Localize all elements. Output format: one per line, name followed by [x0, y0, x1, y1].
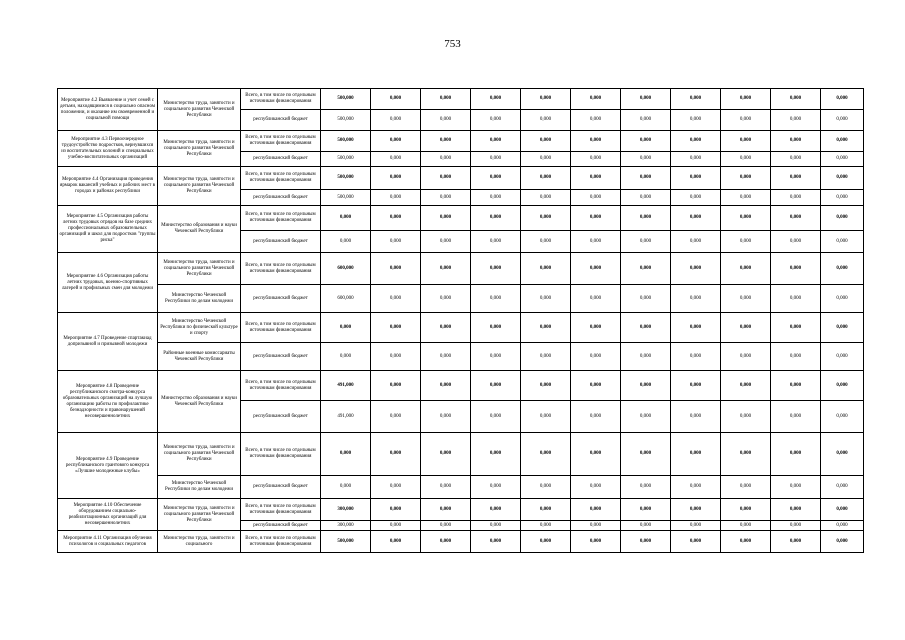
table-row-total: [58, 89, 864, 110]
value-cell: 0,000: [421, 206, 471, 231]
value-cell: 0,000: [471, 521, 521, 531]
value-cell: 0,000: [771, 152, 821, 167]
value-cell: 0,000: [421, 131, 471, 152]
value-cell: 0,000: [471, 110, 521, 131]
value-cell: 0,000: [521, 476, 571, 499]
value-cell: 0,000: [821, 521, 864, 531]
table-row-budget: [58, 285, 864, 313]
value-cell: 0,000: [321, 433, 371, 476]
value-cell: 0,000: [721, 89, 771, 110]
value-cell: 0,000: [721, 521, 771, 531]
value-cell: 0,000: [471, 531, 521, 553]
value-cell: 0,000: [771, 253, 821, 285]
funding-source: республиканский бюджет: [241, 521, 321, 531]
value-cell: 0,000: [771, 499, 821, 521]
funding-source: Всего, в том числе по отдельным источникам финансирования: [241, 167, 321, 190]
value-cell: 0,000: [421, 313, 471, 343]
executor-name: Районные военные комиссариаты Чеченской Республики: [158, 343, 241, 371]
value-cell: 0,000: [421, 231, 471, 253]
value-cell: 0,000: [471, 433, 521, 476]
funding-source: Всего, в том числе по отдельным источникам финансирования: [241, 253, 321, 285]
value-cell: 0,000: [571, 89, 621, 110]
value-cell: 0,000: [521, 531, 571, 553]
value-cell: 0,000: [471, 343, 521, 371]
value-cell: 0,000: [571, 531, 621, 553]
executor-name: Министерство труда, занятости и социального развития Чеченской Республики: [158, 131, 241, 167]
table-row-total: [58, 433, 864, 476]
executor-name: Министерство труда, занятости и социального развития Чеченской Республики: [158, 167, 241, 206]
value-cell: 0,000: [771, 131, 821, 152]
executor-name: Министерство труда, занятости и социального: [158, 531, 241, 553]
value-cell: 0,000: [521, 343, 571, 371]
funding-source: Всего, в том числе по отдельным источникам финансирования: [241, 89, 321, 110]
value-cell: 0,000: [471, 313, 521, 343]
activity-name: Мероприятие 4.4 Организация проведения ярмарок вакансий учебных и рабочих мест в городах и районах республики: [58, 167, 158, 206]
value-cell: 0,000: [521, 499, 571, 521]
value-cell: 600,000: [321, 285, 371, 313]
value-cell: 0,000: [521, 89, 571, 110]
value-cell: 0,000: [821, 499, 864, 521]
value-cell: 0,000: [671, 476, 721, 499]
value-cell: 0,000: [371, 313, 421, 343]
value-cell: 0,000: [771, 521, 821, 531]
value-cell: 0,000: [671, 285, 721, 313]
value-cell: 0,000: [621, 401, 671, 433]
value-cell: 0,000: [621, 371, 671, 401]
value-cell: 0,000: [621, 131, 671, 152]
value-cell: 0,000: [771, 190, 821, 206]
value-cell: 0,000: [771, 231, 821, 253]
value-cell: 500,000: [321, 89, 371, 110]
value-cell: 0,000: [471, 253, 521, 285]
value-cell: 0,000: [371, 521, 421, 531]
executor-name: Министерство Чеченской Республики по физической культуре и спорту: [158, 313, 241, 343]
funding-source: республиканский бюджет: [241, 285, 321, 313]
value-cell: 0,000: [821, 206, 864, 231]
value-cell: 0,000: [571, 313, 621, 343]
value-cell: 0,000: [821, 152, 864, 167]
value-cell: 500,000: [321, 152, 371, 167]
value-cell: 0,000: [821, 371, 864, 401]
value-cell: 0,000: [521, 433, 571, 476]
value-cell: 0,000: [671, 531, 721, 553]
funding-source: Всего, в том числе по отдельным источникам финансирования: [241, 499, 321, 521]
table-row-total: [58, 206, 864, 231]
activity-name: Мероприятие 4.7 Проведение спартакиад допризывной и призывной молодежи: [58, 313, 158, 371]
activity-name: Мероприятие 4.6 Организация работы летних трудовых, военно-спортивных лагерей и профильных смен для молодежи: [58, 253, 158, 313]
table-row-total: [58, 131, 864, 152]
value-cell: 0,000: [621, 110, 671, 131]
table-row-budget: [58, 343, 864, 371]
value-cell: 0,000: [721, 433, 771, 476]
value-cell: 0,000: [621, 167, 671, 190]
value-cell: 0,000: [671, 110, 721, 131]
funding-source: республиканский бюджет: [241, 401, 321, 433]
value-cell: 0,000: [821, 401, 864, 433]
value-cell: 0,000: [421, 371, 471, 401]
value-cell: 0,000: [421, 89, 471, 110]
value-cell: 0,000: [521, 167, 571, 190]
value-cell: 0,000: [371, 206, 421, 231]
value-cell: 0,000: [721, 231, 771, 253]
value-cell: 0,000: [471, 206, 521, 231]
value-cell: 0,000: [771, 476, 821, 499]
value-cell: 0,000: [521, 131, 571, 152]
value-cell: 0,000: [671, 371, 721, 401]
executor-name: Министерство Чеченской Республики по делам молодежи: [158, 285, 241, 313]
value-cell: 0,000: [571, 110, 621, 131]
value-cell: 0,000: [671, 89, 721, 110]
value-cell: 0,000: [821, 343, 864, 371]
value-cell: 0,000: [521, 206, 571, 231]
value-cell: 0,000: [671, 167, 721, 190]
table-row-total: [58, 253, 864, 285]
value-cell: 0,000: [671, 433, 721, 476]
table-row-total: [58, 531, 864, 553]
value-cell: 0,000: [821, 313, 864, 343]
executor-name: Министерство образования и науки Чеченской Республики: [158, 206, 241, 253]
funding-source: Всего, в том числе по отдельным источникам финансирования: [241, 531, 321, 553]
value-cell: 0,000: [721, 152, 771, 167]
value-cell: 600,000: [321, 253, 371, 285]
value-cell: 0,000: [371, 231, 421, 253]
executor-name: Министерство труда, занятости и социального развития Чеченской Республики: [158, 433, 241, 476]
value-cell: 0,000: [721, 253, 771, 285]
funding-source: Всего, в том числе по отдельным источникам финансирования: [241, 131, 321, 152]
value-cell: 0,000: [571, 167, 621, 190]
value-cell: 0,000: [721, 131, 771, 152]
value-cell: 300,000: [321, 521, 371, 531]
value-cell: 0,000: [321, 206, 371, 231]
value-cell: 0,000: [571, 190, 621, 206]
value-cell: 0,000: [771, 343, 821, 371]
value-cell: 0,000: [371, 433, 421, 476]
value-cell: 0,000: [621, 285, 671, 313]
value-cell: 0,000: [721, 531, 771, 553]
activity-name: Мероприятие 4.3 Первоочередное трудоустройство подростков, вернувшихся из воспитательных колоний и специальных учебно-воспитательных организаций: [58, 131, 158, 167]
value-cell: 0,000: [771, 313, 821, 343]
value-cell: 0,000: [821, 253, 864, 285]
value-cell: 0,000: [671, 343, 721, 371]
activity-name: Мероприятие 4.9 Проведение республиканского грантового конкурса «Лучшие молодежные клубы»: [58, 433, 158, 499]
value-cell: 500,000: [321, 531, 371, 553]
value-cell: 0,000: [421, 110, 471, 131]
value-cell: 0,000: [721, 167, 771, 190]
value-cell: 0,000: [771, 401, 821, 433]
value-cell: 0,000: [321, 343, 371, 371]
value-cell: 0,000: [371, 371, 421, 401]
table-row-total: [58, 313, 864, 343]
value-cell: 491,000: [321, 371, 371, 401]
value-cell: 0,000: [621, 89, 671, 110]
value-cell: 0,000: [721, 190, 771, 206]
value-cell: 0,000: [771, 433, 821, 476]
value-cell: 0,000: [371, 110, 421, 131]
value-cell: 0,000: [371, 89, 421, 110]
value-cell: 0,000: [771, 110, 821, 131]
value-cell: 0,000: [821, 433, 864, 476]
value-cell: 500,000: [321, 131, 371, 152]
value-cell: 500,000: [321, 167, 371, 190]
value-cell: 0,000: [621, 231, 671, 253]
value-cell: 0,000: [471, 190, 521, 206]
value-cell: 0,000: [521, 231, 571, 253]
value-cell: 0,000: [521, 152, 571, 167]
value-cell: 0,000: [571, 253, 621, 285]
value-cell: 0,000: [421, 343, 471, 371]
value-cell: 0,000: [571, 433, 621, 476]
funding-source: республиканский бюджет: [241, 152, 321, 167]
value-cell: 0,000: [371, 343, 421, 371]
value-cell: 0,000: [421, 433, 471, 476]
value-cell: 0,000: [471, 89, 521, 110]
value-cell: 0,000: [821, 131, 864, 152]
value-cell: 0,000: [571, 371, 621, 401]
value-cell: 0,000: [571, 521, 621, 531]
value-cell: 0,000: [821, 167, 864, 190]
value-cell: 0,000: [371, 285, 421, 313]
value-cell: 0,000: [521, 190, 571, 206]
value-cell: 0,000: [621, 343, 671, 371]
executor-name: Министерство образования и науки Чеченской Республики: [158, 371, 241, 433]
executor-name: Министерство труда, занятости и социального развития Чеченской Республики: [158, 89, 241, 131]
value-cell: 0,000: [521, 371, 571, 401]
value-cell: 0,000: [821, 110, 864, 131]
value-cell: 0,000: [521, 401, 571, 433]
value-cell: 0,000: [721, 371, 771, 401]
value-cell: 0,000: [771, 167, 821, 190]
value-cell: 0,000: [671, 206, 721, 231]
value-cell: 0,000: [621, 313, 671, 343]
value-cell: 0,000: [471, 152, 521, 167]
value-cell: 0,000: [671, 131, 721, 152]
value-cell: 0,000: [671, 401, 721, 433]
value-cell: 0,000: [371, 253, 421, 285]
value-cell: 0,000: [571, 343, 621, 371]
value-cell: 0,000: [721, 343, 771, 371]
value-cell: 0,000: [521, 253, 571, 285]
value-cell: 0,000: [821, 89, 864, 110]
value-cell: 0,000: [421, 167, 471, 190]
value-cell: 0,000: [471, 499, 521, 521]
value-cell: 0,000: [371, 152, 421, 167]
value-cell: 0,000: [571, 401, 621, 433]
value-cell: 500,000: [321, 190, 371, 206]
value-cell: 0,000: [521, 285, 571, 313]
value-cell: 0,000: [321, 231, 371, 253]
table-row-total: [58, 371, 864, 401]
funding-source: республиканский бюджет: [241, 476, 321, 499]
value-cell: 0,000: [621, 433, 671, 476]
value-cell: 0,000: [671, 313, 721, 343]
value-cell: 0,000: [571, 285, 621, 313]
budget-table: [57, 88, 864, 553]
value-cell: 0,000: [721, 206, 771, 231]
value-cell: 0,000: [771, 89, 821, 110]
activity-name: Мероприятие 4.8 Проведение республиканского смотра-конкурса образовательных организаций на лучшую организацию работы по профилактике безнадзорности и правонарушений несовершеннолетних: [58, 371, 158, 433]
value-cell: 0,000: [621, 152, 671, 167]
value-cell: 0,000: [421, 531, 471, 553]
value-cell: 0,000: [421, 253, 471, 285]
value-cell: 0,000: [721, 313, 771, 343]
value-cell: 0,000: [571, 476, 621, 499]
funding-source: Всего, в том числе по отдельным источникам финансирования: [241, 371, 321, 401]
value-cell: 0,000: [421, 499, 471, 521]
value-cell: 0,000: [471, 476, 521, 499]
value-cell: 0,000: [371, 476, 421, 499]
value-cell: 491,000: [321, 401, 371, 433]
value-cell: 0,000: [671, 231, 721, 253]
value-cell: 0,000: [521, 110, 571, 131]
value-cell: 0,000: [471, 231, 521, 253]
funding-source: республиканский бюджет: [241, 190, 321, 206]
value-cell: 0,000: [471, 371, 521, 401]
table-row-budget: [58, 476, 864, 499]
value-cell: 0,000: [671, 152, 721, 167]
value-cell: 500,000: [321, 110, 371, 131]
funding-source: Всего, в том числе по отдельным источникам финансирования: [241, 433, 321, 476]
value-cell: 0,000: [621, 531, 671, 553]
value-cell: 0,000: [671, 190, 721, 206]
table-row-total: [58, 499, 864, 521]
value-cell: 0,000: [421, 401, 471, 433]
value-cell: 0,000: [671, 499, 721, 521]
value-cell: 0,000: [621, 476, 671, 499]
value-cell: 0,000: [371, 190, 421, 206]
value-cell: 0,000: [621, 499, 671, 521]
value-cell: 300,000: [321, 499, 371, 521]
value-cell: 0,000: [671, 521, 721, 531]
activity-name: Мероприятие 4.11 Организация обучения психологов и социальных педагогов: [58, 531, 158, 553]
value-cell: 0,000: [721, 401, 771, 433]
executor-name: Министерство Чеченской Республики по делам молодежи: [158, 476, 241, 499]
page-number: 753: [444, 38, 461, 50]
value-cell: 0,000: [571, 206, 621, 231]
value-cell: 0,000: [521, 521, 571, 531]
value-cell: 0,000: [721, 285, 771, 313]
funding-source: республиканский бюджет: [241, 110, 321, 131]
value-cell: 0,000: [371, 131, 421, 152]
value-cell: 0,000: [421, 152, 471, 167]
value-cell: 0,000: [571, 131, 621, 152]
funding-source: республиканский бюджет: [241, 343, 321, 371]
value-cell: 0,000: [321, 476, 371, 499]
value-cell: 0,000: [721, 110, 771, 131]
funding-source: Всего, в том числе по отдельным источникам финансирования: [241, 206, 321, 231]
value-cell: 0,000: [571, 499, 621, 521]
activity-name: Мероприятие 4.10 Обеспечение оборудованием социально-реабилитационных организаций для несовершеннолетних: [58, 499, 158, 531]
value-cell: 0,000: [421, 190, 471, 206]
value-cell: 0,000: [821, 476, 864, 499]
value-cell: 0,000: [621, 521, 671, 531]
value-cell: 0,000: [571, 152, 621, 167]
value-cell: 0,000: [371, 531, 421, 553]
value-cell: 0,000: [471, 167, 521, 190]
executor-name: Министерство труда, занятости и социального развития Чеченской Республики: [158, 253, 241, 285]
value-cell: 0,000: [321, 313, 371, 343]
value-cell: 0,000: [521, 313, 571, 343]
activity-name: Мероприятие 4.2 Выявление и учет семей с детьми, находящимися в социально опасном положении, и оказание им своевременной и социальной помощи: [58, 89, 158, 131]
value-cell: 0,000: [771, 371, 821, 401]
value-cell: 0,000: [821, 531, 864, 553]
value-cell: 0,000: [771, 531, 821, 553]
value-cell: 0,000: [621, 206, 671, 231]
table-row-total: [58, 167, 864, 190]
value-cell: 0,000: [471, 401, 521, 433]
value-cell: 0,000: [621, 190, 671, 206]
value-cell: 0,000: [621, 253, 671, 285]
value-cell: 0,000: [771, 285, 821, 313]
activity-name: Мероприятие 4.5 Организация работы летних трудовых отрядов на базе средних профессиональных образовательных организаций и школ для подростков "группы риска": [58, 206, 158, 253]
value-cell: 0,000: [371, 401, 421, 433]
value-cell: 0,000: [371, 499, 421, 521]
funding-source: республиканский бюджет: [241, 231, 321, 253]
funding-source: Всего, в том числе по отдельным источникам финансирования: [241, 313, 321, 343]
value-cell: 0,000: [421, 285, 471, 313]
value-cell: 0,000: [671, 253, 721, 285]
value-cell: 0,000: [821, 231, 864, 253]
value-cell: 0,000: [471, 285, 521, 313]
value-cell: 0,000: [471, 131, 521, 152]
value-cell: 0,000: [421, 521, 471, 531]
value-cell: 0,000: [421, 476, 471, 499]
value-cell: 0,000: [721, 476, 771, 499]
value-cell: 0,000: [571, 231, 621, 253]
value-cell: 0,000: [821, 285, 864, 313]
executor-name: Министерство труда, занятости и социального развития Чеченской Республики: [158, 499, 241, 531]
value-cell: 0,000: [371, 167, 421, 190]
value-cell: 0,000: [821, 190, 864, 206]
value-cell: 0,000: [771, 206, 821, 231]
value-cell: 0,000: [721, 499, 771, 521]
